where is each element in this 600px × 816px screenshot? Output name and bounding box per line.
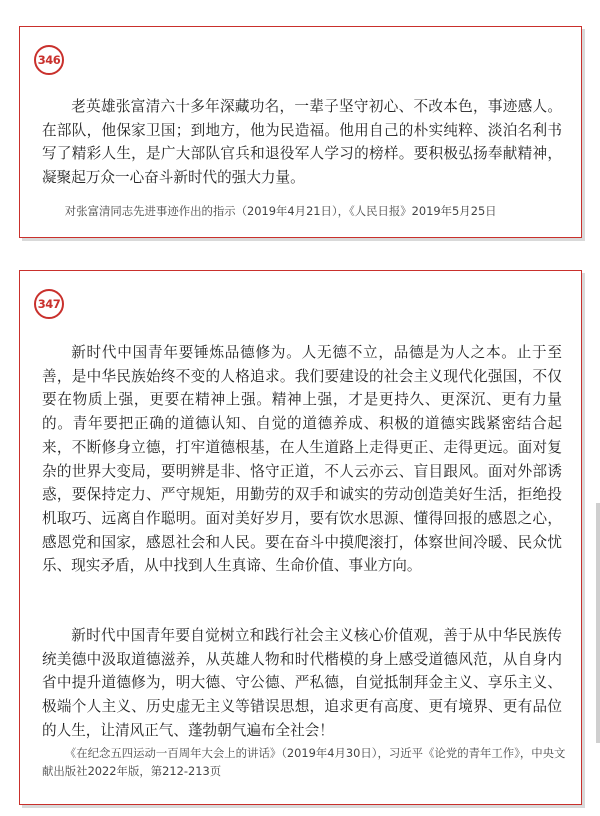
quote-card-347: [19, 270, 582, 805]
quote-number-badge: 346: [34, 45, 64, 75]
quote-card-346: [19, 26, 582, 238]
quote-source: 对张富清同志先进事迹作出的指示（2019年4月21日），《人民日报》2019年5月25日: [64, 204, 497, 218]
quote-number-badge: 347: [34, 289, 64, 319]
quote-paragraph: 新时代中国青年要锤炼品德修为。人无德不立，品德是为人之本。止于至善，是中华民族始终不变的人格追求。我们要建设的社会主义现代化强国，不仅要在物质上强，更要在精神上强。精神上强，才是更持久、更深沉、更有力量的。青年要把正确的道德认知、自觉的道德养成、积极的道德实践紧密结合起来，不断修身立德，打牢道德根基，在人生道路上走得更正、走得更远。面对复杂的世界大变局，要明辨是非、恪守正道，不人云亦云、盲目跟风。面对外部诱惑，要保持定力、严守规矩，用勤劳的双手和诚实的劳动创造美好生活，拒绝投机取巧、远离自作聪明。面对美好岁月，要有饮水思源、懂得回报的感恩之心，感恩党和国家，感恩社会和人民。要在奋斗中摸爬滚打，体察世间冷暖、民众忧乐、现实矛盾，从中找到人生真谛、生命价值、事业方向。: [42, 344, 562, 575]
quote-paragraph: 老英雄张富清六十多年深藏功名，一辈子坚守初心、不改本色，事迹感人。在部队，他保家卫国；到地方，他为民造福。他用自己的朴实纯粹、淡泊名利书写了精彩人生，是广大部队官兵和退役军人学习的榜样。要积极弘扬奉献精神，凝聚起万众一心奋斗新时代的强大力量。: [42, 98, 562, 187]
quote-paragraph: 新时代中国青年要自觉树立和践行社会主义核心价值观，善于从中华民族传统美德中汲取道德滋养，从英雄人物和时代楷模的身上感受道德风范，从自身内省中提升道德修为，明大德、守公德、严私德，自觉抵制拜金主义、享乐主义、极端个人主义、历史虚无主义等错误思想，追求更有高度、更有境界、更有品位的人生，让清风正气、蓬勃朝气遍布全社会！: [42, 627, 562, 739]
page-scrollbar[interactable]: [596, 503, 600, 743]
quote-source: 《在纪念五四运动一百周年大会上的讲话》（2019年4月30日），习近平《论党的青年工作》，中央文献出版社2022年版，第212-213页: [42, 746, 566, 778]
